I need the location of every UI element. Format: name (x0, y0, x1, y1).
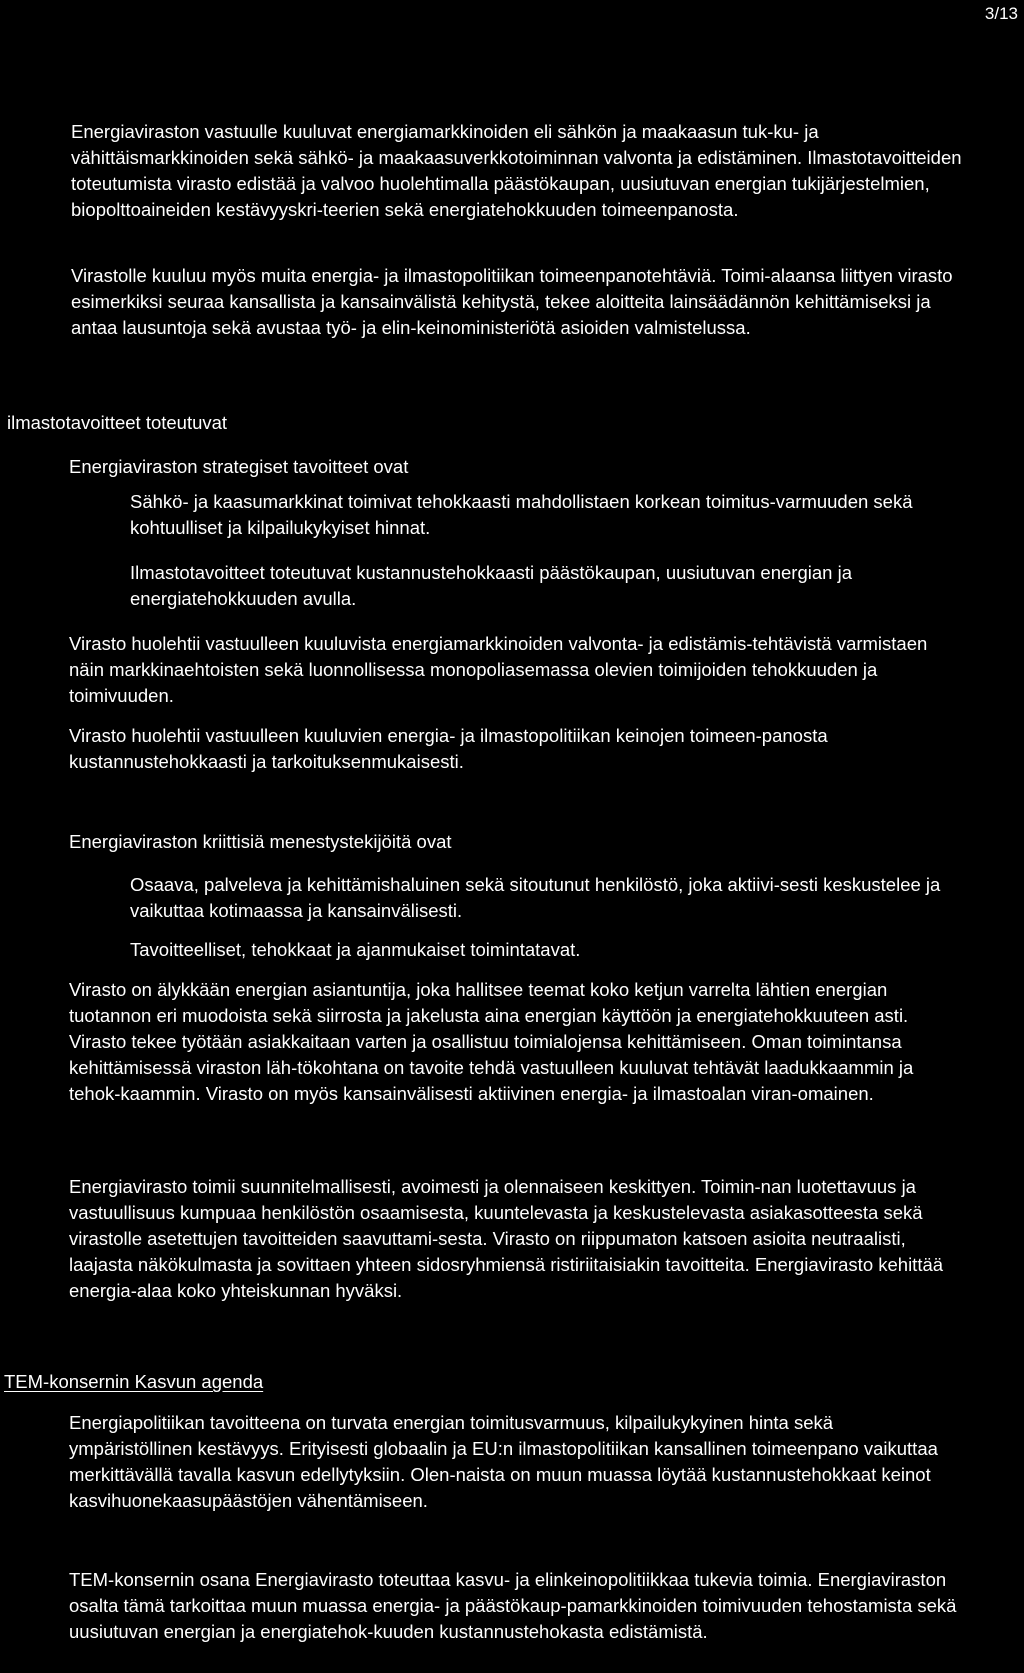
strategic-goal-item: Ilmastotavoitteet toteutuvat kustannustehokkaasti päästökaupan, uusiutuvan energian ja energiatehokkuuden avulla. (130, 562, 852, 609)
section1-paragraph-1: Virasto huolehtii vastuulleen kuuluvista energiamarkkinoiden valvonta- ja edistämis-tehtävistä varmistaen näin markkinaehtoisten sekä luonnollisessa monopoliasemassa olevien toimijoiden tehokkuuden ja toimivuuden. (69, 633, 928, 706)
intro-paragraph-1: Energiaviraston vastuulle kuuluvat energiamarkkinoiden eli sähkön ja maakaasun tuk-ku- ja vähittäismarkkinoiden sekä sähkö- ja maakaasuverkkotoiminnan valvonta ja edistäminen. Ilmastotavoitteiden toteutumista virasto edistää ja valvoo huolehtimalla päästökaupan, uusiutuvan energian tukijärjestelmien, biopolttoaineiden kestävyyskri-teerien sekä energiatehokkuuden toimeenpanosta. (71, 121, 962, 220)
section1-paragraph-2: Virasto huolehtii vastuulleen kuuluvien energia- ja ilmastopolitiikan keinojen toimeen-panosta kustannustehokkaasti ja tarkoituksenmukaisesti. (69, 725, 828, 772)
side-heading-growth-agenda: TEM-konsernin Kasvun agenda (4, 1371, 264, 1392)
strategic-goal-item: Sähkö- ja kaasumarkkinat toimivat tehokkaasti mahdollistaen korkean toimitus-varmuuden sekä kohtuulliset ja kilpailukykyiset hinnat. (130, 491, 913, 538)
strategic-goals-lead: Energiaviraston strategiset tavoitteet ovat (69, 456, 409, 477)
page-number: 3/13 (984, 4, 1018, 23)
section2-paragraph-2: Energiavirasto toimii suunnitelmallisesti, avoimesti ja olennaiseen keskittyen. Toimin-nan luotettavuus ja vastuullisuus kumpuaa henkilöstön osaamisesta, kuuntelevasta ja keskustelevasta asiakasotteesta sekä virastolle asetettujen tavoitteiden saavuttami-sesta. Virasto on riippumaton katsoen asioita neutraalisti, laajasta näkökulmasta ja sovittaen yhteen sidosryhmiensä ristiriitaisiakin tavoitteita. Energiavirasto kehittää energia-alaa koko yhteiskunnan hyväksi. (69, 1176, 944, 1301)
section3-paragraph-2: TEM-konsernin osana Energiavirasto toteuttaa kasvu- ja elinkeinopolitiikkaa tukevia toimia. Energiaviraston osalta tämä tarkoittaa muun muassa energia- ja päästökaup-pamarkkinoiden toimivuuden tehostamista sekä uusiutuvan energian ja energiatehok-kuuden kustannustehokasta edistämistä. (69, 1569, 957, 1642)
side-heading-climate-goals: ilmastotavoitteet toteutuvat (7, 412, 228, 433)
section3-paragraph-1: Energiapolitiikan tavoitteena on turvata energian toimitusvarmuus, kilpailukykyinen hinta sekä ympäristöllinen kestävyys. Erityisesti globaalin ja EU:n ilmastopolitiikan kansallinen toimeenpano vaikuttaa merkittävällä tavalla kasvun edellytyksiin. Olen-naista on muun muassa löytää kustannustehokkaat keinot kasvihuonekaasupäästöjen vähentämiseen. (69, 1412, 938, 1511)
success-factors-lead: Energiaviraston kriittisiä menestystekijöitä ovat (69, 831, 452, 852)
section2-paragraph-1: Virasto on älykkään energian asiantuntija, joka hallitsee teemat koko ketjun varrelta lähtien energian tuotannon eri muodoista sekä siirrosta ja jakelusta aina energian käyttöön ja energiatehokkuuteen asti. Virasto tekee työtään asiakkaitaan varten ja osallistuu toimialojensa kehittämiseen. Oman toimintansa kehittämisessä viraston läh-tökohtana on tavoite tehdä vastuulleen kuuluvat tehtävät laadukkaammin ja tehok-kaammin. Virasto on myös kansainvälisesti aktiivinen energia- ja ilmastoalan viran-omainen. (69, 979, 914, 1104)
intro-paragraph-2: Virastolle kuuluu myös muita energia- ja ilmastopolitiikan toimeenpanotehtäviä. Toimi-alaansa liittyen virasto esimerkiksi seuraa kansallista ja kansainvälistä kehitystä, tekee aloitteita lainsäädännön kehittämiseksi ja antaa lausuntoja sekä avustaa työ- ja elin-keinoministeriötä asioiden valmistelussa. (71, 265, 953, 338)
success-factor-item: Tavoitteelliset, tehokkaat ja ajanmukaiset toimintatavat. (130, 939, 581, 960)
success-factor-item: Osaava, palveleva ja kehittämishaluinen sekä sitoutunut henkilöstö, joka aktiivi-sesti keskustelee ja vaikuttaa kotimaassa ja kansainvälisesti. (130, 874, 941, 921)
